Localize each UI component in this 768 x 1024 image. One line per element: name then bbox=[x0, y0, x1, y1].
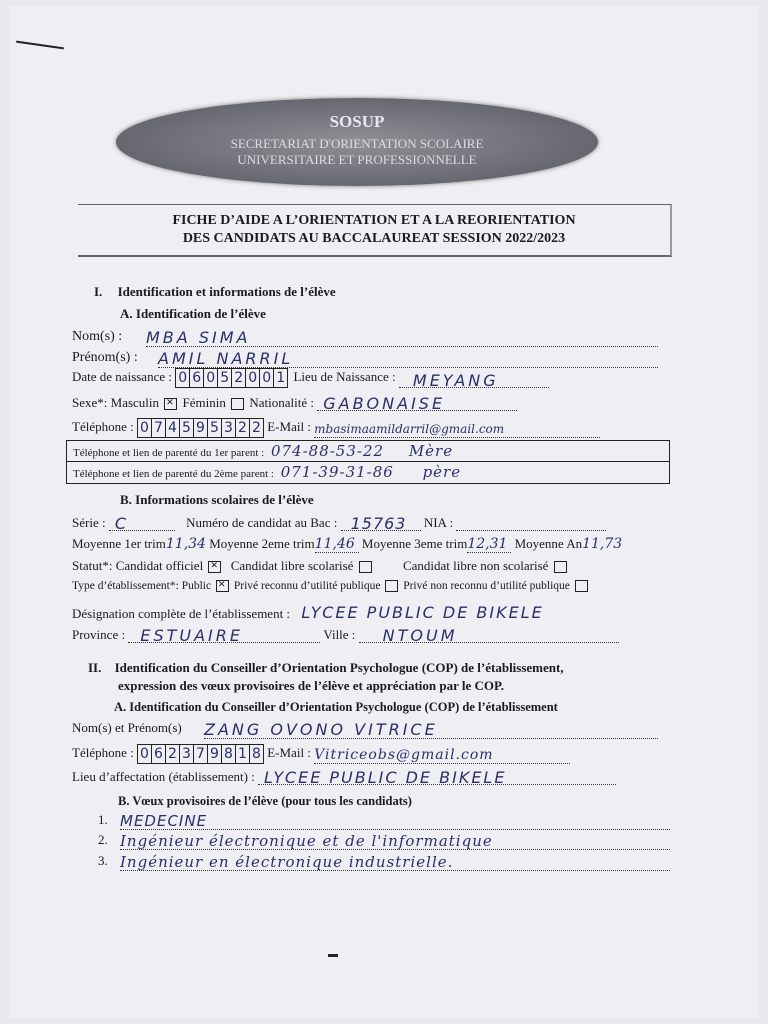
sosup-logo bbox=[116, 98, 598, 186]
serie-value: C bbox=[114, 514, 129, 533]
voeu-num: 1. bbox=[98, 812, 108, 827]
tel-cell: 5 bbox=[208, 419, 222, 437]
ville-field[interactable] bbox=[359, 626, 619, 643]
cop-tel-cell: 1 bbox=[236, 745, 250, 763]
province-row bbox=[72, 626, 682, 646]
cop-lieu-label: Lieu d’affectation (établissement) : bbox=[72, 769, 255, 784]
dob-cell: 0 bbox=[204, 369, 218, 387]
nationalite-field[interactable] bbox=[317, 394, 517, 411]
prenom-row bbox=[72, 349, 658, 369]
type-public-checkbox[interactable] bbox=[216, 580, 229, 592]
dob-cell: 0 bbox=[260, 369, 274, 387]
moy3-value: 12,31 bbox=[467, 536, 508, 552]
nom-field[interactable] bbox=[146, 328, 658, 347]
dob-row bbox=[72, 368, 658, 390]
province-value: ESTUAIRE bbox=[140, 626, 243, 645]
cop-tel-cell: 9 bbox=[208, 745, 222, 763]
serie-label: Série : bbox=[72, 515, 106, 530]
moy2-label: Moyenne 2eme trim bbox=[209, 536, 315, 551]
cop-tel-cell: 8 bbox=[222, 745, 236, 763]
tel-cell: 0 bbox=[138, 419, 152, 437]
etab-value[interactable]: LYCEE PUBLIC DE BIKELE bbox=[301, 603, 544, 622]
tel-cell: 2 bbox=[236, 419, 250, 437]
type-prive-nr-checkbox[interactable] bbox=[575, 580, 588, 592]
section2-subB: B. Vœux provisoires de l’élève (pour tous les candidats) bbox=[118, 794, 412, 808]
cop-tel-cell: 8 bbox=[252, 746, 261, 762]
parent1-row bbox=[67, 441, 669, 462]
section1-roman: I. bbox=[94, 284, 103, 299]
sexe-feminin-checkbox[interactable] bbox=[231, 398, 244, 410]
section2-title-line1: Identification du Conseiller d’Orientation Psychologue (COP) de l’établissement, bbox=[114, 660, 564, 675]
cop-tel-cell: 7 bbox=[194, 745, 208, 763]
etab-row bbox=[72, 603, 684, 623]
cop-nom-row bbox=[72, 720, 658, 740]
speck-mark bbox=[328, 954, 338, 957]
voeu-field[interactable] bbox=[120, 812, 670, 830]
cop-email-field[interactable] bbox=[314, 747, 570, 764]
cop-telephone-cells[interactable] bbox=[137, 744, 264, 764]
prenom-value: AMIL NARRIL bbox=[158, 349, 294, 368]
statut-officiel-checkbox[interactable] bbox=[208, 561, 221, 573]
cop-tel-cell: 3 bbox=[180, 745, 194, 763]
type-label: Type d’établissement*: Public bbox=[72, 580, 212, 592]
nationalite-label: Nationalité : bbox=[249, 395, 314, 410]
telephone-row bbox=[72, 418, 658, 440]
dob-cell: 2 bbox=[232, 369, 246, 387]
cop-nom-value: ZANG OVONO VITRICE bbox=[204, 720, 438, 739]
cop-telephone-row bbox=[72, 744, 672, 766]
section1-subB: B. Informations scolaires de l’élève bbox=[120, 492, 314, 507]
cop-nom-label: Nom(s) et Prénom(s) bbox=[72, 720, 182, 735]
parent2-row bbox=[67, 462, 669, 482]
parent2-label: Téléphone et lien de parenté du 2ème parent : bbox=[73, 468, 274, 480]
lieu-field[interactable] bbox=[399, 371, 549, 388]
nia-field[interactable] bbox=[456, 516, 606, 531]
tel-cell: 3 bbox=[222, 419, 236, 437]
voeu-row-3 bbox=[98, 853, 670, 873]
parents-box bbox=[66, 440, 670, 484]
lieu-value: MEYANG bbox=[412, 371, 499, 390]
parent1-value: 074-88-53-22 bbox=[270, 442, 385, 460]
dob-cells[interactable] bbox=[175, 368, 288, 388]
email-field[interactable] bbox=[314, 421, 600, 438]
dob-cell: 0 bbox=[246, 369, 260, 387]
lieu-label: Lieu de Naissance : bbox=[293, 368, 396, 384]
voeu-row-1 bbox=[98, 812, 670, 832]
numcand-field[interactable] bbox=[341, 514, 421, 531]
province-label: Province : bbox=[72, 627, 126, 642]
serie-row bbox=[72, 514, 672, 534]
type-prive-ru-checkbox[interactable] bbox=[385, 580, 398, 592]
sosup-logo-title: SOSUP bbox=[329, 112, 385, 131]
email-value: mbasimaamildarril@gmail.com bbox=[314, 422, 505, 436]
nom-label: Nom(s) : bbox=[72, 329, 123, 344]
parent1-relation: Mère bbox=[408, 442, 454, 460]
voeu-field[interactable] bbox=[120, 832, 670, 850]
moyan-label: Moyenne An bbox=[514, 536, 583, 551]
voeu-value: MEDECINE bbox=[120, 812, 208, 830]
sexe-label: Sexe*: Masculin bbox=[72, 395, 160, 410]
statut-nonsco-checkbox[interactable] bbox=[554, 561, 567, 573]
title-line1: FICHE D’AIDE A L’ORIENTATION ET A LA REORIENTATION bbox=[172, 213, 576, 228]
serie-field[interactable] bbox=[109, 514, 175, 531]
type-prive-nr-label: Privé non reconnu d’utilité publique bbox=[403, 580, 570, 592]
sexe-feminin-label: Féminin bbox=[182, 395, 226, 410]
parent1-label: Téléphone et lien de parenté du 1er parent : bbox=[73, 447, 265, 459]
dob-label: Date de naissance : bbox=[72, 368, 172, 384]
parent2-relation: père bbox=[422, 463, 462, 481]
cop-tel-cell: 2 bbox=[166, 745, 180, 763]
province-field[interactable] bbox=[128, 626, 320, 643]
cop-lieu-row bbox=[72, 768, 672, 788]
sexe-masculin-checkbox[interactable] bbox=[164, 398, 177, 410]
etab-label: Désignation complète de l’établissement : bbox=[72, 606, 291, 621]
dob-cell: 6 bbox=[190, 369, 204, 387]
parent2-value: 071-39-31-86 bbox=[280, 463, 394, 481]
cop-lieu-field[interactable] bbox=[258, 768, 616, 785]
moy3-label: Moyenne 3eme trim bbox=[361, 536, 468, 551]
title-line2: DES CANDIDATS AU BACCALAUREAT SESSION 2022/2023 bbox=[182, 231, 566, 246]
email-label: E-Mail : bbox=[267, 418, 311, 434]
nom-value: MBA SIMA bbox=[146, 328, 251, 347]
tel-cell: 9 bbox=[194, 419, 208, 437]
tel-cell: 7 bbox=[152, 419, 166, 437]
section1-subA: A. Identification de l’élève bbox=[120, 306, 266, 321]
moy1-label: Moyenne 1er trim bbox=[72, 536, 166, 551]
moy3-field[interactable] bbox=[467, 536, 511, 553]
statut-libre-checkbox[interactable] bbox=[359, 561, 372, 573]
sosup-logo-line3: UNIVERSITAIRE ET PROFESSIONNELLE bbox=[237, 152, 477, 167]
section2-roman: II. bbox=[88, 660, 102, 675]
cop-tel-cell: 6 bbox=[152, 745, 166, 763]
cop-tel-cell: 0 bbox=[138, 745, 152, 763]
moy1-value[interactable]: 11,34 bbox=[165, 536, 206, 552]
statut-libre-label: Candidat libre scolarisé bbox=[230, 558, 354, 573]
nationalite-value: GABONAISE bbox=[323, 394, 446, 413]
moy2-field[interactable] bbox=[315, 536, 359, 553]
telephone-cells[interactable] bbox=[137, 418, 264, 438]
sosup-logo-line2: SECRETARIAT D'ORIENTATION SCOLAIRE bbox=[230, 136, 484, 151]
ville-value: NTOUM bbox=[382, 626, 458, 645]
voeu-num: 2. bbox=[98, 832, 108, 847]
dob-cell: 5 bbox=[218, 369, 232, 387]
dob-cell: 0 bbox=[176, 369, 190, 387]
dob-cell: 1 bbox=[276, 370, 286, 386]
numcand-value: 15763 bbox=[350, 514, 407, 533]
ville-label: Ville : bbox=[323, 627, 356, 642]
statut-row bbox=[72, 558, 682, 578]
moyan-value[interactable]: 11,73 bbox=[582, 536, 623, 552]
voeu-value: Ingénieur électronique et de l'informatique bbox=[120, 832, 493, 850]
section1-heading bbox=[94, 284, 336, 300]
prenom-field[interactable] bbox=[158, 349, 658, 368]
voeu-row-2 bbox=[98, 832, 670, 852]
statut-nonsco-label: Candidat libre non scolarisé bbox=[402, 558, 549, 573]
moyennes-row bbox=[72, 536, 682, 556]
nom-row bbox=[72, 328, 658, 348]
telephone-label: Téléphone : bbox=[72, 418, 134, 434]
tel-cell: 2 bbox=[252, 420, 261, 436]
numcand-label: Numéro de candidat au Bac : bbox=[186, 515, 338, 530]
document-sheet bbox=[10, 6, 758, 1018]
nia-label: NIA : bbox=[423, 515, 454, 530]
cop-email-label: E-Mail : bbox=[267, 744, 311, 760]
section1-title: Identification et informations de l’élève bbox=[117, 284, 336, 299]
tel-cell: 4 bbox=[166, 419, 180, 437]
section2-title-line2: expression des vœux provisoires de l’élève et appréciation par le COP. bbox=[118, 678, 505, 693]
sexe-row bbox=[72, 394, 658, 414]
section2-subA: A. Identification du Conseiller d’Orientation Psychologue (COP) de l’établissement bbox=[114, 700, 558, 714]
type-row bbox=[72, 580, 682, 600]
voeu-field[interactable] bbox=[120, 853, 670, 871]
voeu-num: 3. bbox=[98, 853, 108, 868]
tel-cell: 5 bbox=[180, 419, 194, 437]
statut-label: Statut*: Candidat officiel bbox=[72, 558, 204, 573]
moy2-value: 11,46 bbox=[314, 536, 355, 552]
type-prive-ru-label: Privé reconnu d’utilité publique bbox=[233, 580, 381, 592]
cop-telephone-label: Téléphone : bbox=[72, 744, 134, 760]
cop-email-value: Vitriceobs@gmail.com bbox=[314, 747, 494, 763]
section2-heading bbox=[88, 660, 564, 676]
prenom-label: Prénom(s) : bbox=[72, 350, 138, 365]
cop-lieu-value: LYCEE PUBLIC DE BIKELE bbox=[264, 768, 507, 787]
pen-mark bbox=[16, 41, 64, 50]
cop-nom-field[interactable] bbox=[204, 720, 658, 739]
title-box bbox=[78, 204, 672, 257]
voeu-value: Ingénieur en électronique industrielle. bbox=[120, 853, 454, 871]
